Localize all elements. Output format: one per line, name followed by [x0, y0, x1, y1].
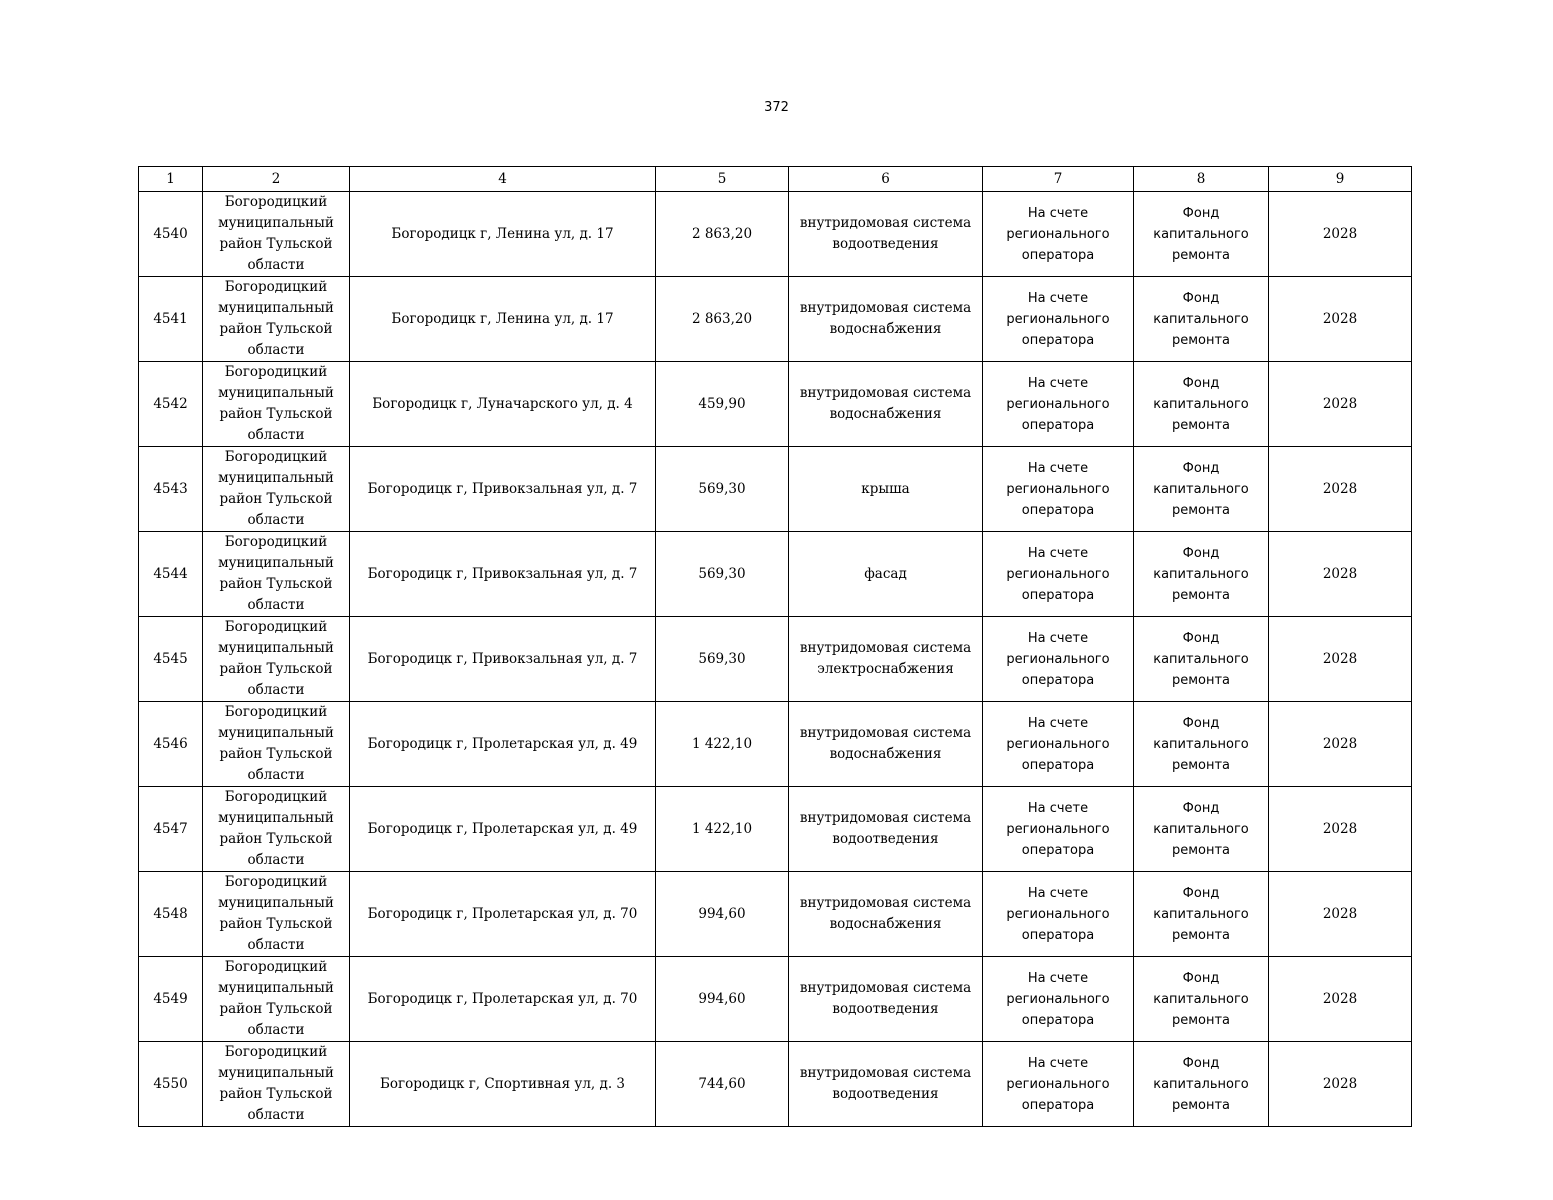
row-number-cell: 4541	[139, 277, 203, 362]
header-cell: 8	[1134, 167, 1269, 192]
address-cell: Богородицк г, Пролетарская ул, д. 49	[350, 787, 656, 872]
area-cell: 2 863,20	[656, 192, 789, 277]
area-cell: 569,30	[656, 447, 789, 532]
account-cell: На счете регионального оператора	[983, 277, 1134, 362]
row-number-cell: 4550	[139, 1042, 203, 1127]
table-row	[139, 532, 1412, 617]
address-cell: Богородицк г, Привокзальная ул, д. 7	[350, 532, 656, 617]
table-header-row	[139, 167, 1412, 192]
work-type-cell: внутридомовая система водоснабжения	[789, 872, 983, 957]
municipality-cell: Богородицкий муниципальный район Тульской области	[203, 957, 350, 1042]
table-row	[139, 362, 1412, 447]
header-cell: 2	[203, 167, 350, 192]
year-cell: 2028	[1269, 362, 1412, 447]
work-type-cell: внутридомовая система водоснабжения	[789, 702, 983, 787]
municipality-cell: Богородицкий муниципальный район Тульской области	[203, 362, 350, 447]
row-number-cell: 4542	[139, 362, 203, 447]
header-cell: 7	[983, 167, 1134, 192]
area-cell: 459,90	[656, 362, 789, 447]
address-cell: Богородицк г, Привокзальная ул, д. 7	[350, 617, 656, 702]
table-row	[139, 447, 1412, 532]
area-cell: 2 863,20	[656, 277, 789, 362]
account-cell: На счете регионального оператора	[983, 192, 1134, 277]
year-cell: 2028	[1269, 957, 1412, 1042]
work-type-cell: внутридомовая система водоснабжения	[789, 277, 983, 362]
year-cell: 2028	[1269, 872, 1412, 957]
area-cell: 744,60	[656, 1042, 789, 1127]
work-type-cell: внутридомовая система водоотведения	[789, 192, 983, 277]
year-cell: 2028	[1269, 192, 1412, 277]
works-table	[138, 166, 1412, 1127]
work-type-cell: внутридомовая система водоотведения	[789, 787, 983, 872]
fund-cell: Фонд капитального ремонта	[1134, 532, 1269, 617]
row-number-cell: 4544	[139, 532, 203, 617]
fund-cell: Фонд капитального ремонта	[1134, 787, 1269, 872]
account-cell: На счете регионального оператора	[983, 1042, 1134, 1127]
header-cell: 1	[139, 167, 203, 192]
table-row	[139, 192, 1412, 277]
work-type-cell: крыша	[789, 447, 983, 532]
header-cell: 5	[656, 167, 789, 192]
row-number-cell: 4543	[139, 447, 203, 532]
address-cell: Богородицк г, Ленина ул, д. 17	[350, 277, 656, 362]
row-number-cell: 4546	[139, 702, 203, 787]
account-cell: На счете регионального оператора	[983, 702, 1134, 787]
account-cell: На счете регионального оператора	[983, 617, 1134, 702]
municipality-cell: Богородицкий муниципальный район Тульской области	[203, 617, 350, 702]
table-row	[139, 957, 1412, 1042]
address-cell: Богородицк г, Спортивная ул, д. 3	[350, 1042, 656, 1127]
year-cell: 2028	[1269, 1042, 1412, 1127]
year-cell: 2028	[1269, 787, 1412, 872]
address-cell: Богородицк г, Пролетарская ул, д. 49	[350, 702, 656, 787]
account-cell: На счете регионального оператора	[983, 447, 1134, 532]
municipality-cell: Богородицкий муниципальный район Тульской области	[203, 532, 350, 617]
year-cell: 2028	[1269, 702, 1412, 787]
fund-cell: Фонд капитального ремонта	[1134, 702, 1269, 787]
account-cell: На счете регионального оператора	[983, 532, 1134, 617]
area-cell: 1 422,10	[656, 787, 789, 872]
municipality-cell: Богородицкий муниципальный район Тульской области	[203, 702, 350, 787]
municipality-cell: Богородицкий муниципальный район Тульской области	[203, 872, 350, 957]
address-cell: Богородицк г, Пролетарская ул, д. 70	[350, 872, 656, 957]
area-cell: 569,30	[656, 617, 789, 702]
work-type-cell: внутридомовая система электроснабжения	[789, 617, 983, 702]
header-cell: 9	[1269, 167, 1412, 192]
account-cell: На счете регионального оператора	[983, 957, 1134, 1042]
address-cell: Богородицк г, Ленина ул, д. 17	[350, 192, 656, 277]
year-cell: 2028	[1269, 447, 1412, 532]
address-cell: Богородицк г, Пролетарская ул, д. 70	[350, 957, 656, 1042]
account-cell: На счете регионального оператора	[983, 362, 1134, 447]
table-row	[139, 787, 1412, 872]
fund-cell: Фонд капитального ремонта	[1134, 617, 1269, 702]
row-number-cell: 4548	[139, 872, 203, 957]
header-cell: 6	[789, 167, 983, 192]
table-row	[139, 277, 1412, 362]
area-cell: 994,60	[656, 872, 789, 957]
row-number-cell: 4547	[139, 787, 203, 872]
table-row	[139, 1042, 1412, 1127]
municipality-cell: Богородицкий муниципальный район Тульской области	[203, 277, 350, 362]
page-number: 372	[764, 100, 789, 115]
area-cell: 994,60	[656, 957, 789, 1042]
table-row	[139, 702, 1412, 787]
fund-cell: Фонд капитального ремонта	[1134, 957, 1269, 1042]
work-type-cell: внутридомовая система водоотведения	[789, 1042, 983, 1127]
row-number-cell: 4540	[139, 192, 203, 277]
year-cell: 2028	[1269, 277, 1412, 362]
header-cell: 4	[350, 167, 656, 192]
fund-cell: Фонд капитального ремонта	[1134, 192, 1269, 277]
work-type-cell: внутридомовая система водоснабжения	[789, 362, 983, 447]
table-row	[139, 617, 1412, 702]
fund-cell: Фонд капитального ремонта	[1134, 277, 1269, 362]
area-cell: 1 422,10	[656, 702, 789, 787]
address-cell: Богородицк г, Луначарского ул, д. 4	[350, 362, 656, 447]
work-type-cell: внутридомовая система водоотведения	[789, 957, 983, 1042]
municipality-cell: Богородицкий муниципальный район Тульской области	[203, 192, 350, 277]
area-cell: 569,30	[656, 532, 789, 617]
work-type-cell: фасад	[789, 532, 983, 617]
municipality-cell: Богородицкий муниципальный район Тульской области	[203, 787, 350, 872]
fund-cell: Фонд капитального ремонта	[1134, 1042, 1269, 1127]
municipality-cell: Богородицкий муниципальный район Тульской области	[203, 447, 350, 532]
account-cell: На счете регионального оператора	[983, 872, 1134, 957]
fund-cell: Фонд капитального ремонта	[1134, 447, 1269, 532]
municipality-cell: Богородицкий муниципальный район Тульской области	[203, 1042, 350, 1127]
row-number-cell: 4545	[139, 617, 203, 702]
table-row	[139, 872, 1412, 957]
fund-cell: Фонд капитального ремонта	[1134, 362, 1269, 447]
year-cell: 2028	[1269, 532, 1412, 617]
year-cell: 2028	[1269, 617, 1412, 702]
address-cell: Богородицк г, Привокзальная ул, д. 7	[350, 447, 656, 532]
row-number-cell: 4549	[139, 957, 203, 1042]
account-cell: На счете регионального оператора	[983, 787, 1134, 872]
fund-cell: Фонд капитального ремонта	[1134, 872, 1269, 957]
